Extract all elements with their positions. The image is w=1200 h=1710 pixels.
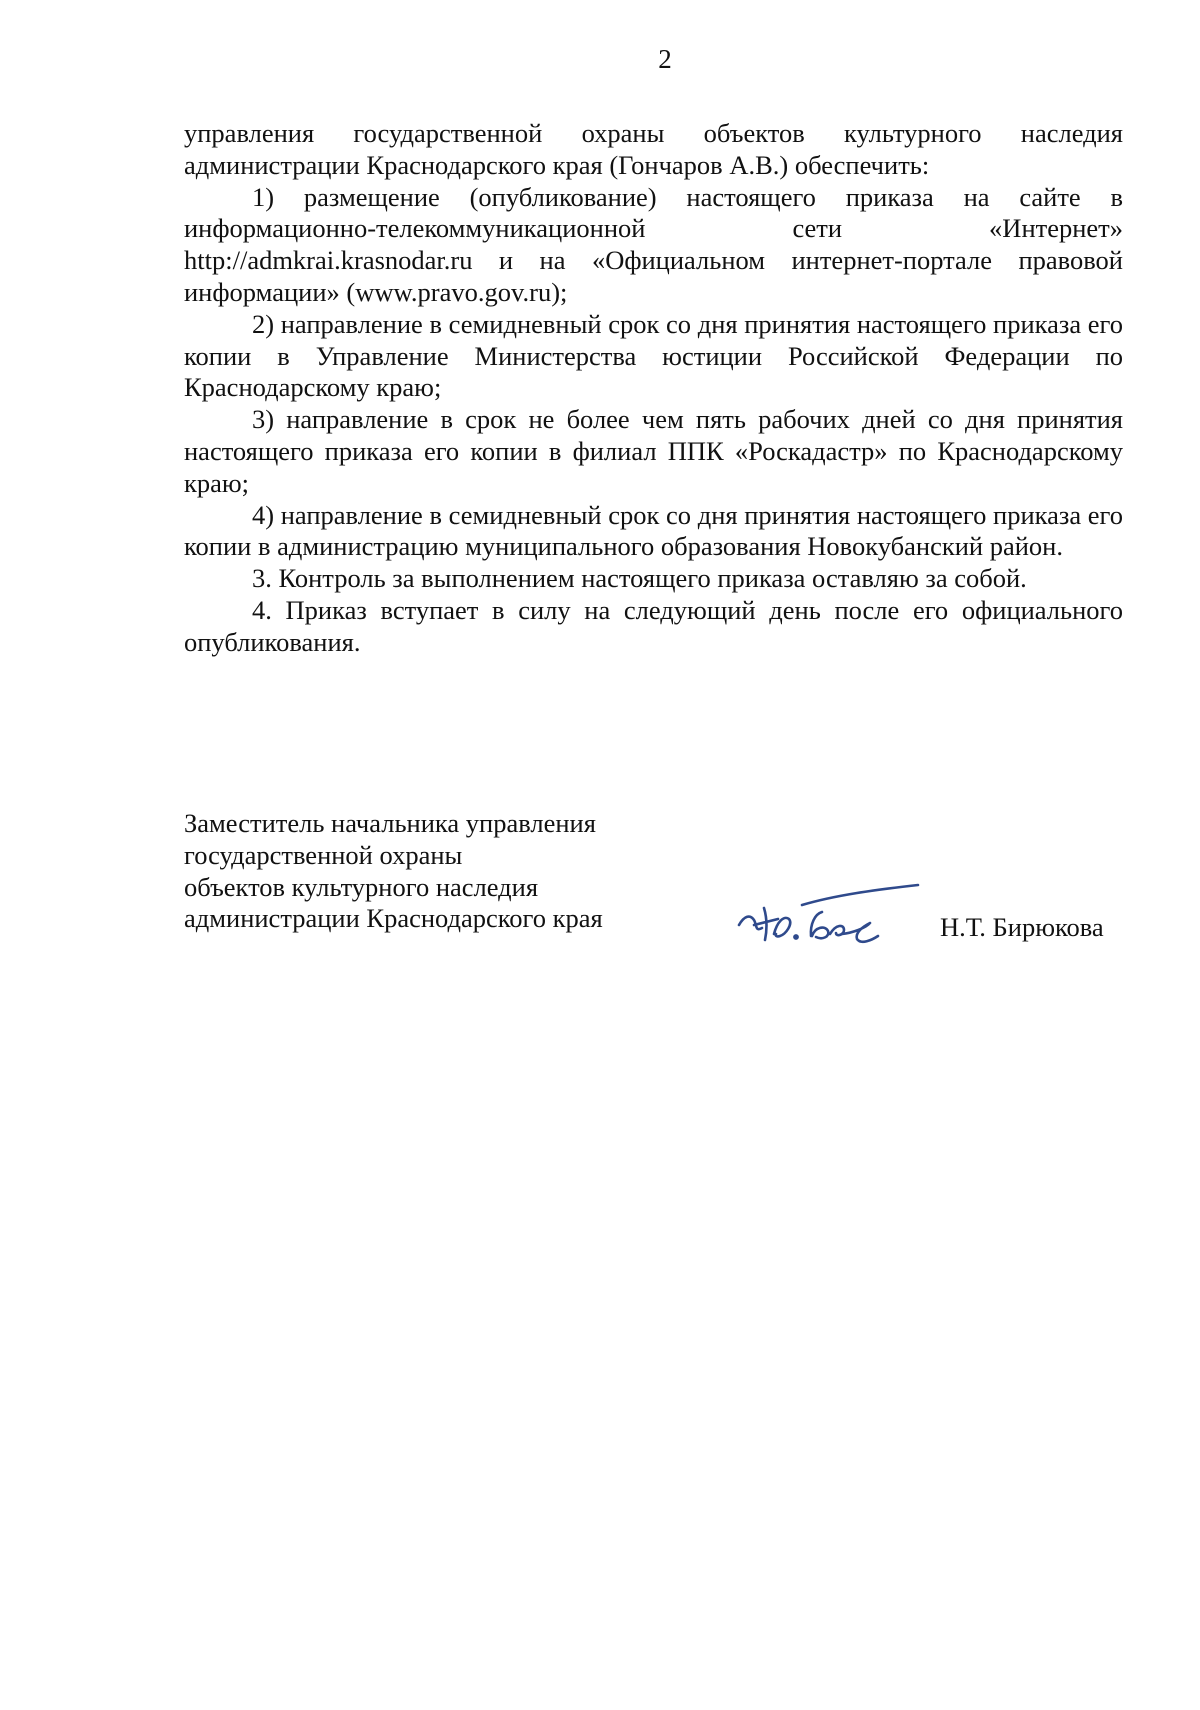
paragraph-clause-4: 4. Приказ вступает в силу на следующий день после его официального опубликования. [184,594,1123,657]
signer-position-line-3: объектов культурного наследия [184,871,539,902]
paragraph-item-4: 4) направление в семидневный срок со дня принятия настоящего приказа его копии в администрацию муниципального образования Новокубанский район. [184,499,1123,562]
signer-position-line-2: государственной охраны [184,839,463,870]
paragraph-intro: управления государственной охраны объектов культурного наследия администрации Краснодарского края (Гончаров А.В.) обеспечить: [184,118,1123,180]
paragraph-clause-3: 3. Контроль за выполнением настоящего приказа оставляю за собой. [252,563,1027,594]
document-body [184,118,1123,659]
signer-name: Н.Т. Бирюкова [940,912,1104,942]
signer-position-line-4: администрации Краснодарского края [184,903,603,934]
signer-position-line-1: Заместитель начальника управления [184,808,596,838]
paragraph-item-3: 3) направление в срок не более чем пять рабочих дней со дня принятия настоящего приказа его копии в филиал ППК «Роскадастр» по Краснодарскому краю; [184,404,1123,498]
handwritten-signature [736,878,921,968]
paragraph-item-2: 2) направление в семидневный срок со дня принятия настоящего приказа его копии в Управление Министерства юстиции Российской Федерации по Краснодарскому краю; [184,308,1123,403]
signature-block [184,808,1123,942]
paragraph-item-1: 1) размещение (опубликование) настоящего приказа на сайте в информационно-телекоммуникационной сети «Интернет» http://admkrai.krasnodar.ru и на «Официальном интернет-портале правовой информации» (www.pravo.gov.ru); [184,181,1123,307]
page-number: 2 [658,44,672,74]
